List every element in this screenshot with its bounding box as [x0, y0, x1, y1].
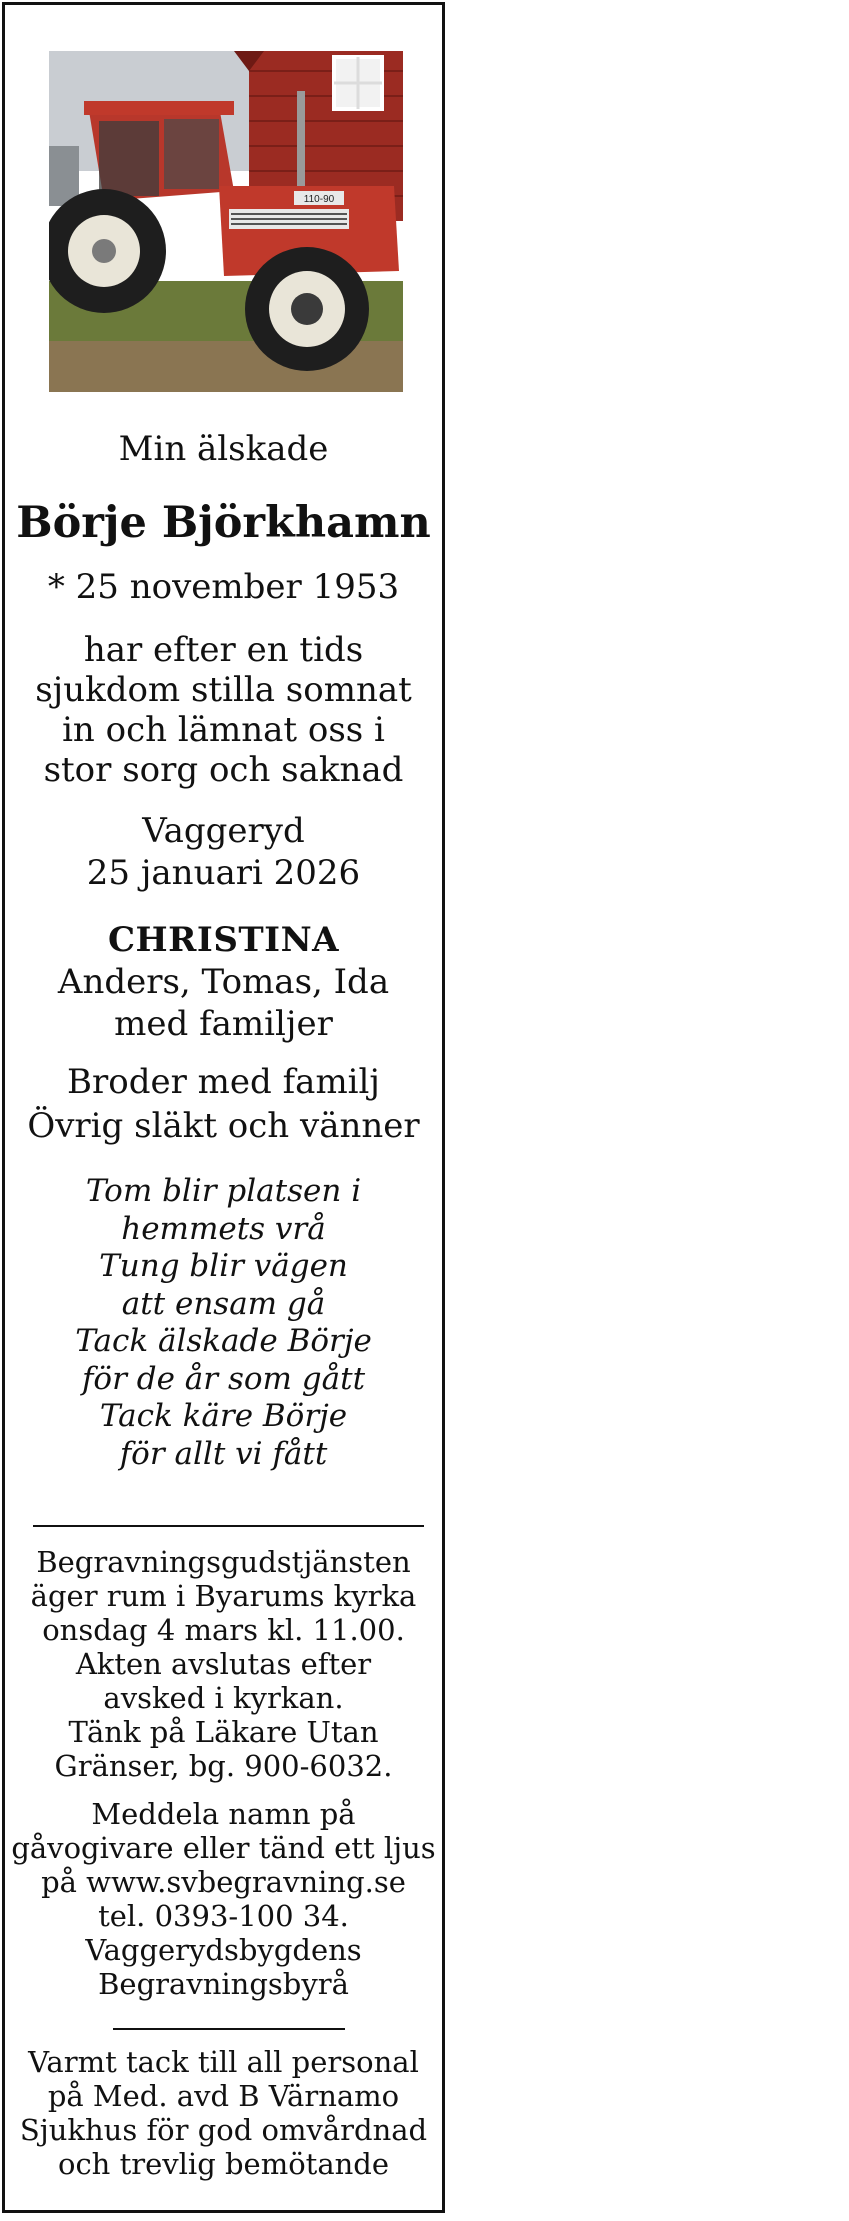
family-names: Anders, Tomas, Ida med familjer [57, 962, 390, 1044]
divider-short [113, 2028, 345, 2030]
tractor-photo [49, 51, 403, 392]
death-notice [2, 2, 445, 2213]
funeral-home-contact: Meddela namn på gåvogivare eller tänd ett ljus på www.svbegravning.se tel. 0393-100 34. Vaggerydsbygdens Begravningsbyrå [11, 1797, 436, 2001]
place-and-date: Vaggeryd 25 januari 2026 [86, 811, 361, 893]
memorial-poem: Tom blir platsen i hemmets vrå Tung blir vägen att ensam gå Tack älskade Börje för de år som gått Tack käre Börje för allt vi fått [75, 1173, 372, 1472]
announcement-message: har efter en tids sjukdom stilla somnat in och lämnat oss i stor sorg och saknad [35, 630, 412, 790]
tractor-model-label: 110-90 [303, 194, 335, 205]
relatives: Broder med familj Övrig släkt och vänner [27, 1062, 420, 1146]
thanks-note: Varmt tack till all personal på Med. avd B Värnamo Sjukhus för god omvårdnad och trevlig bemötande [19, 2045, 428, 2181]
intro-text: Min älskade [118, 429, 329, 469]
tractor-illustration [49, 51, 403, 392]
deceased-name: Börje Björkhamn [16, 498, 431, 548]
birth-date: * 25 november 1953 [47, 567, 400, 607]
funeral-details: Begravningsgudstjänsten äger rum i Byarums kyrka onsdag 4 mars kl. 11.00. Akten avslutas efter avsked i kyrkan. Tänk på Läkare Utan Gränser, bg. 900-6032. [30, 1545, 417, 1783]
divider [33, 1525, 424, 1527]
spouse-name: CHRISTINA [107, 920, 340, 960]
